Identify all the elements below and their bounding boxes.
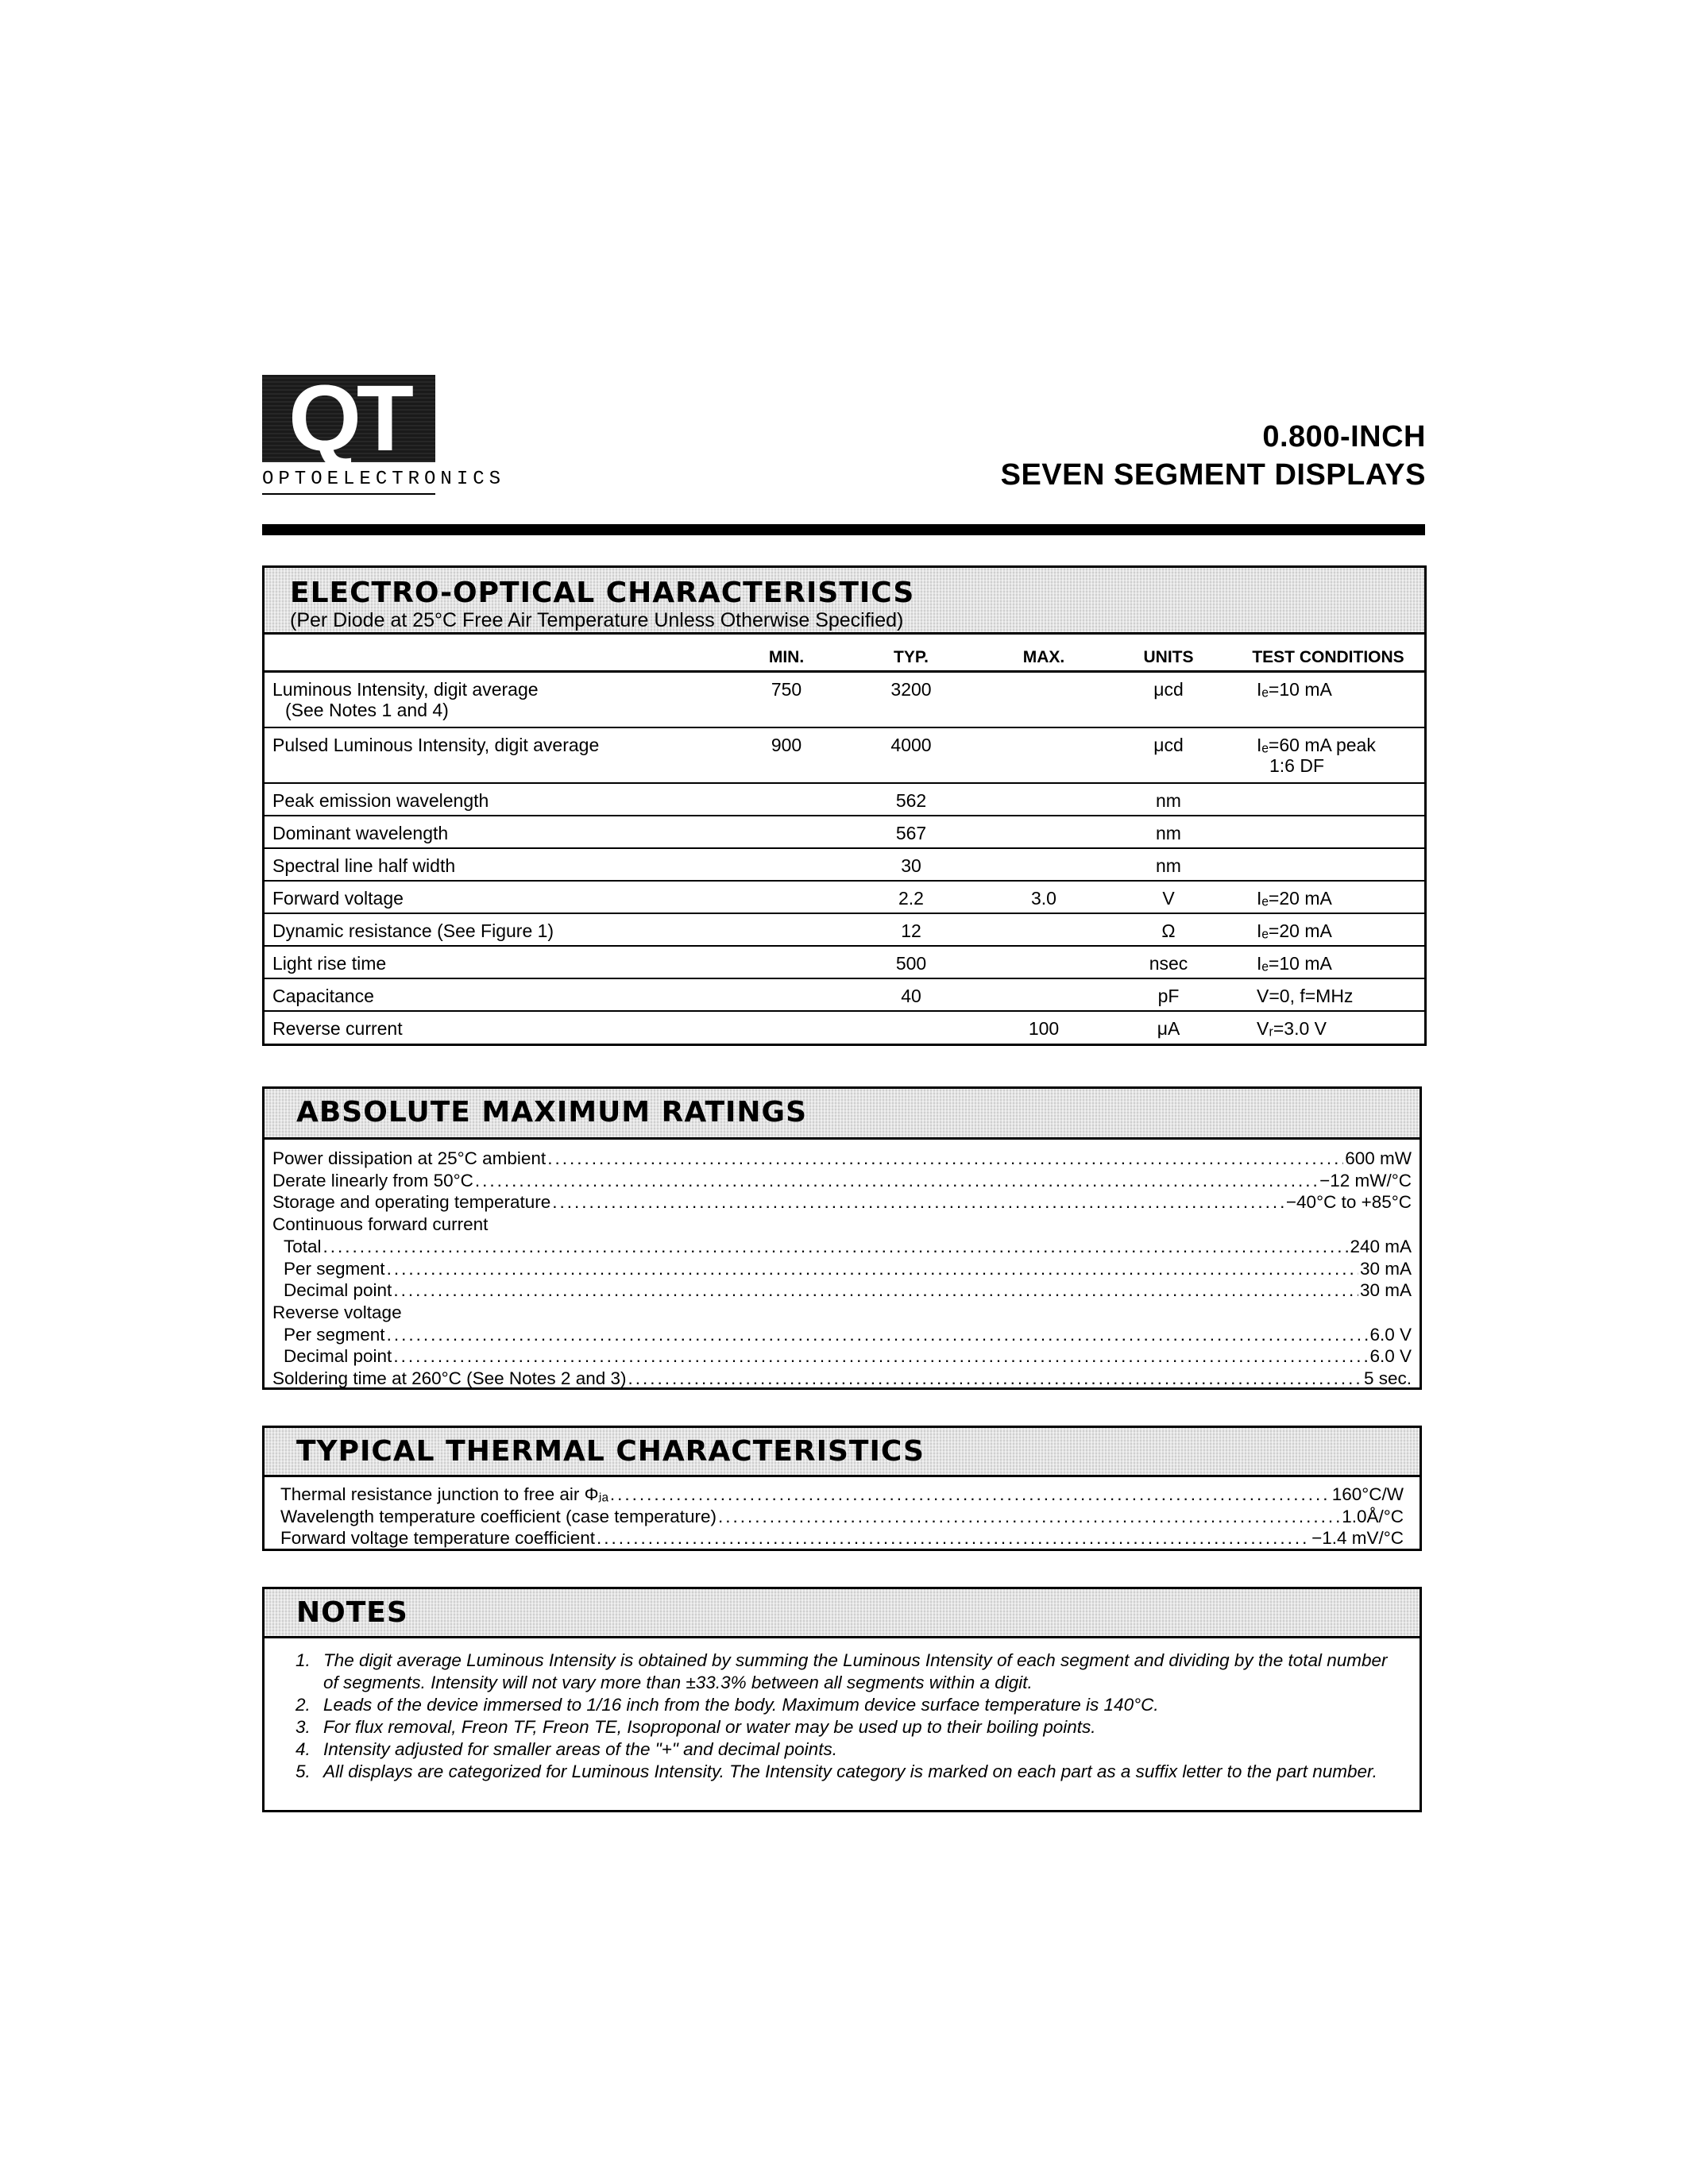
param-cell: Light rise time: [265, 946, 734, 978]
rating-label: Power dissipation at 25°C ambient: [272, 1148, 547, 1168]
units-cell: μA: [1157, 1017, 1180, 1039]
param-cell: Pulsed Luminous Intensity, digit average: [265, 727, 734, 783]
note-item: 2. Leads of the device immersed to 1/16 inch from the body. Maximum device surface temperature is 140°C.: [315, 1694, 1388, 1716]
test-cell: [1233, 816, 1424, 848]
max-cell: [983, 727, 1104, 783]
test-cell: Iₑ=10 mA: [1233, 946, 1424, 978]
typ-cell: 4000: [839, 727, 983, 783]
leader-dots: [718, 1506, 1340, 1528]
leader-dots: [393, 1279, 1358, 1302]
min-cell: [734, 881, 839, 913]
leader-dots: [628, 1368, 1362, 1390]
test-cell: Vᵣ=3.0 V: [1257, 1017, 1327, 1039]
leader-dots: [323, 1236, 1349, 1258]
min-cell: 750: [734, 672, 839, 727]
electro-optical-table: [265, 635, 1424, 1044]
rating-row: [272, 1148, 1412, 1170]
thermal-value: −1.4 mV/°C: [1311, 1528, 1404, 1549]
leader-dots: [387, 1324, 1369, 1346]
document-title: [1001, 418, 1426, 494]
absolute-max-list: [265, 1140, 1420, 1390]
leader-dots: [610, 1484, 1331, 1506]
company-logo: [262, 366, 506, 495]
logo-subtitle: OPTOELECTRONICS: [262, 469, 435, 495]
leader-dots: [393, 1345, 1368, 1368]
thermal-value: 1.0Å/°C: [1342, 1506, 1404, 1526]
units-cell: pF: [1104, 978, 1233, 1011]
rating-label: Continuous forward current: [272, 1214, 489, 1235]
test-cell: [1233, 727, 1424, 783]
test-cell: [1233, 783, 1424, 816]
thermal-list: [265, 1477, 1420, 1549]
thermal-section: [262, 1426, 1422, 1551]
max-cell: [983, 848, 1104, 881]
test-note: 1:6 DF: [1269, 754, 1325, 776]
rating-label: Per segment: [284, 1324, 385, 1345]
leader-dots: [387, 1258, 1358, 1280]
table-row: [265, 946, 1424, 978]
param-text: Luminous Intensity, digit average: [272, 679, 539, 700]
rating-label: Derate linearly from 50°C: [272, 1170, 473, 1190]
min-cell: [734, 816, 839, 848]
max-cell: 100: [1028, 1017, 1060, 1039]
rating-group-heading: [272, 1302, 1412, 1324]
leader-dots: [552, 1191, 1284, 1214]
column-header-parameter: [265, 635, 734, 672]
units-cell: nsec: [1104, 946, 1233, 978]
test-cell: V=0, f=MHz: [1233, 978, 1424, 1011]
units-cell: Ω: [1104, 913, 1233, 946]
thermal-value: 160°C/W: [1331, 1484, 1404, 1504]
notes-banner: [265, 1589, 1420, 1638]
thermal-row: [280, 1484, 1404, 1506]
typ-cell: 500: [839, 946, 983, 978]
column-header-max: MAX.: [983, 635, 1104, 672]
rating-label: Soldering time at 260°C (See Notes 2 and 3): [272, 1368, 627, 1389]
rating-label: Total: [284, 1236, 322, 1256]
table-row: [265, 1011, 1424, 1044]
min-cell: [734, 946, 839, 978]
rating-row: [272, 1345, 1412, 1368]
test-cell: Iₑ=20 mA: [1233, 881, 1424, 913]
logo-text: QT: [288, 366, 409, 471]
param-cell: Spectral line half width: [265, 848, 734, 881]
max-cell: 3.0: [983, 881, 1104, 913]
typ-cell: 12: [839, 913, 983, 946]
max-cell: [983, 816, 1104, 848]
leader-dots: [547, 1148, 1343, 1170]
max-cell: [983, 672, 1104, 727]
rating-value: 600 mW: [1345, 1148, 1412, 1168]
section-title: ELECTRO-OPTICAL CHARACTERISTICS: [290, 577, 915, 609]
thermal-row: [280, 1527, 1404, 1549]
notes-list: [265, 1638, 1420, 1788]
max-cell: [983, 946, 1104, 978]
section-title: NOTES: [296, 1596, 408, 1629]
table-row: [265, 913, 1424, 946]
absolute-max-banner: [265, 1089, 1420, 1140]
leader-dots: [597, 1527, 1310, 1549]
units-cell: μcd: [1104, 727, 1233, 783]
max-cell: [983, 978, 1104, 1011]
test-text: Iₑ=10 mA: [1257, 679, 1332, 700]
param-cell: [265, 672, 734, 727]
table-row: [265, 881, 1424, 913]
param-cell: Peak emission wavelength: [265, 783, 734, 816]
thermal-row: [280, 1506, 1404, 1528]
section-title: ABSOLUTE MAXIMUM RATINGS: [296, 1096, 807, 1129]
min-cell: [734, 848, 839, 881]
rating-value: 5 sec.: [1363, 1368, 1412, 1389]
test-text: Iₑ=60 mA peak: [1257, 734, 1376, 755]
rating-value: −12 mW/°C: [1319, 1170, 1412, 1190]
rating-label: Storage and operating temperature: [272, 1192, 551, 1213]
title-line-1: 0.800-INCH: [1262, 420, 1426, 453]
table-row: [265, 848, 1424, 881]
note-item: 1. The digit average Luminous Intensity is obtained by summing the Luminous Intensity of each segment and dividing by the total number of segments. Intensity will not vary more than ±33.3% between all segments within a digit.: [315, 1650, 1388, 1694]
column-header-min: MIN.: [734, 635, 839, 672]
logo-mark: [262, 366, 435, 471]
rating-row: [272, 1236, 1412, 1258]
rating-row: [272, 1258, 1412, 1280]
thermal-banner: [265, 1428, 1420, 1477]
rating-row: [272, 1191, 1412, 1214]
rating-row: [272, 1279, 1412, 1302]
units-cell: nm: [1104, 848, 1233, 881]
thermal-label: Thermal resistance junction to free air Φⱼₐ: [280, 1484, 608, 1504]
rating-row: [272, 1324, 1412, 1346]
test-cell: [1233, 672, 1424, 727]
note-item: 4. Intensity adjusted for smaller areas of the "+" and decimal points.: [315, 1738, 1388, 1761]
rating-value: −40°C to +85°C: [1285, 1192, 1412, 1213]
typ-cell: 567: [839, 816, 983, 848]
table-row: [265, 783, 1424, 816]
rating-row: [272, 1170, 1412, 1192]
electro-optical-banner: [265, 568, 1424, 635]
param-cell: Capacitance: [265, 978, 734, 1011]
typ-cell: 562: [839, 783, 983, 816]
leader-dots: [475, 1170, 1318, 1192]
min-cell: 900: [734, 727, 839, 783]
param-note: (See Notes 1 and 4): [285, 700, 449, 720]
rating-value: 6.0 V: [1369, 1346, 1412, 1367]
rating-label: Reverse voltage: [272, 1302, 402, 1322]
param-cell: Dominant wavelength: [265, 816, 734, 848]
typ-cell: 30: [839, 848, 983, 881]
rating-label: Per segment: [284, 1258, 385, 1279]
units-cell: V: [1104, 881, 1233, 913]
rating-group-heading: [272, 1214, 1412, 1236]
min-cell: [734, 978, 839, 1011]
table-row: [265, 672, 1424, 727]
notes-section: [262, 1587, 1422, 1812]
units-cell: nm: [1104, 783, 1233, 816]
table-header-row: [265, 635, 1424, 672]
typ-cell: [839, 1011, 983, 1044]
note-item: 3. For flux removal, Freon TF, Freon TE, Isoproponal or water may be used up to their boiling points.: [315, 1716, 1388, 1738]
rating-row: [272, 1368, 1412, 1390]
rating-label: Decimal point: [284, 1280, 392, 1301]
rating-value: 240 mA: [1350, 1236, 1412, 1256]
min-cell: [734, 1011, 839, 1044]
typ-cell: 40: [839, 978, 983, 1011]
rating-value: 30 mA: [1359, 1258, 1412, 1279]
rating-label: Decimal point: [284, 1346, 392, 1367]
section-title: TYPICAL THERMAL CHARACTERISTICS: [296, 1435, 925, 1468]
rating-value: 30 mA: [1359, 1280, 1412, 1301]
title-line-2: SEVEN SEGMENT DISPLAYS: [1000, 458, 1426, 492]
thermal-label: Forward voltage temperature coefficient: [280, 1528, 596, 1549]
param-cell: Dynamic resistance (See Figure 1): [265, 913, 734, 946]
absolute-max-section: [262, 1086, 1422, 1390]
test-cell: Iₑ=20 mA: [1233, 913, 1424, 946]
units-cell: μcd: [1104, 672, 1233, 727]
thermal-label: Wavelength temperature coefficient (case temperature): [280, 1506, 717, 1526]
column-header-units: UNITS: [1104, 635, 1233, 672]
column-header-test-conditions: TEST CONDITIONS: [1233, 635, 1424, 672]
table-row: [265, 978, 1424, 1011]
electro-optical-section: [262, 565, 1427, 1046]
param-cell: Forward voltage: [265, 881, 734, 913]
typ-cell: 2.2: [839, 881, 983, 913]
section-subtitle: (Per Diode at 25°C Free Air Temperature Unless Otherwise Specified): [290, 609, 904, 631]
typ-cell: 3200: [839, 672, 983, 727]
min-cell: [734, 913, 839, 946]
note-item: 5. All displays are categorized for Luminous Intensity. The Intensity category is marked on each part as a suffix letter to the part number.: [315, 1761, 1388, 1783]
table-row: [265, 816, 1424, 848]
table-row: [265, 727, 1424, 783]
max-cell: [983, 783, 1104, 816]
min-cell: [734, 783, 839, 816]
max-cell: [983, 913, 1104, 946]
param-cell: Reverse current: [272, 1017, 403, 1039]
test-cell: [1233, 848, 1424, 881]
header-rule: [262, 524, 1425, 535]
units-cell: nm: [1104, 816, 1233, 848]
column-header-typ: TYP.: [839, 635, 983, 672]
rating-value: 6.0 V: [1369, 1324, 1412, 1345]
